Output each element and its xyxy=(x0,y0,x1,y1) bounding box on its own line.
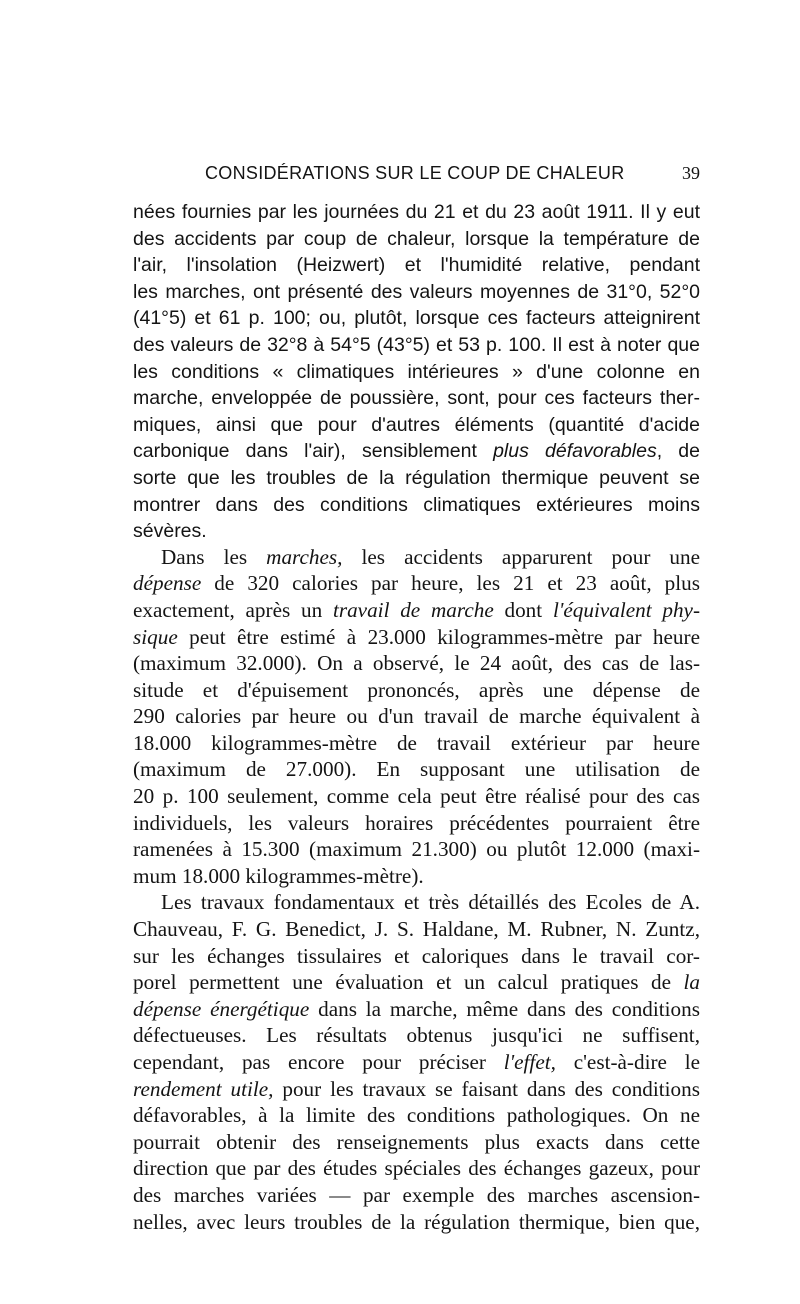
text-line: (maximum 32.000). On a observé, le 24 août, des cas de las- xyxy=(133,651,700,676)
text-line: 290 calories par heure ou d'un travail de marche équivalent à xyxy=(133,704,700,729)
text-line: ramenées à 15.300 (maximum 21.300) ou plutôt 12.000 (maxi- xyxy=(133,837,700,862)
text-line: nées fournies par les journées du 21 et du 23 août 1911. Il y eut xyxy=(133,201,700,223)
italic-span: la xyxy=(683,970,700,995)
text-line: dépense de 320 calories par heure, les 21 et 23 août, plus xyxy=(133,571,700,596)
text-line: pourrait obtenir des renseignements plus exacts dans cette xyxy=(133,1129,700,1154)
text-line: des marches variées — par exemple des marches ascension- xyxy=(133,1182,700,1207)
italic-span: l'effet, xyxy=(503,1050,556,1074)
text-line: individuels, les valeurs horaires précédentes pourraient être xyxy=(133,810,700,835)
text-line: mum 18.000 kilogrammes-mètre). xyxy=(133,863,424,888)
italic-span: rendement utile, xyxy=(133,1076,274,1101)
text-line: Les travaux fondamentaux et très détaillés des Ecoles de A. xyxy=(161,890,700,915)
text-line: défectueuses. Les résultats obtenus jusqu'ici ne suffisent, xyxy=(133,1023,700,1048)
italic-span: marches, xyxy=(266,544,343,569)
italic-span: dépense xyxy=(133,571,202,596)
body-text xyxy=(133,198,700,1235)
text-line: sique peut être estimé à 23.000 kilogrammes-mètre par heure xyxy=(133,624,700,649)
text-line: rendement utile, pour les travaux se faisant dans des conditions xyxy=(133,1076,700,1101)
text-line: 20 p. 100 seulement, comme cela peut être réalisé pour des cas xyxy=(133,784,700,809)
text-line: des valeurs de 32°8 à 54°5 (43°5) et 53 p. 100. Il est à noter que xyxy=(133,333,700,356)
text-line: (41°5) et 61 p. 100; ou, plutôt, lorsque ces facteurs atteignirent xyxy=(133,307,700,330)
running-head xyxy=(133,161,700,185)
italic-span: plus défavorables xyxy=(493,440,657,463)
page-number: 39 xyxy=(682,163,700,183)
italic-span: sique xyxy=(133,624,178,649)
text-line: les marches, ont présenté des valeurs moyennes de 31°0, 52°0 xyxy=(133,280,700,303)
text-line: situde et d'épuisement prononcés, après une dépense de xyxy=(133,677,700,702)
text-line: l'air, l'insolation (Heizwert) et l'humidité relative, pendant xyxy=(133,254,700,277)
text-line: Chauveau, F. G. Benedict, J. S. Haldane, M. Rubner, N. Zuntz, xyxy=(133,917,700,942)
text-line: montrer dans des conditions climatiques extérieures moins xyxy=(133,493,700,516)
text-line: nelles, avec leurs troubles de la régulation thermique, bien que, xyxy=(133,1209,700,1234)
text-line: Dans les marches, les accidents apparurent pour une xyxy=(161,544,700,569)
text-line: cependant, pas encore pour préciser l'effet, c'est-à-dire le xyxy=(133,1050,700,1074)
text-line: sévères. xyxy=(133,520,207,543)
text-line: direction que par des études spéciales des échanges gazeux, pour xyxy=(133,1156,700,1181)
text-line: exactement, après un travail de marche dont l'équivalent phy- xyxy=(133,597,701,622)
text-line: 18.000 kilogrammes-mètre de travail extérieur par heure xyxy=(133,730,700,755)
text-line: porel permettent une évaluation et un calcul pratiques de la xyxy=(133,970,700,995)
italic-span: travail de marche xyxy=(332,597,494,622)
text-line: (maximum de 27.000). En supposant une utilisation de xyxy=(133,757,700,782)
text-line: marche, enveloppée de poussière, sont, pour ces facteurs ther- xyxy=(133,387,700,410)
text-line: des accidents par coup de chaleur, lorsque la température de xyxy=(133,227,700,250)
text-line: les conditions « climatiques intérieures » d'une colonne en xyxy=(133,360,700,383)
running-title: CONSIDÉRATIONS SUR LE COUP DE CHALEUR xyxy=(205,163,625,183)
text-line: défavorables, à la limite des conditions pathologiques. On ne xyxy=(133,1103,700,1128)
text-line: sur les échanges tissulaires et caloriques dans le travail cor- xyxy=(133,943,700,968)
italic-span: dépense énergétique xyxy=(133,996,310,1021)
italic-span: l'équivalent phy- xyxy=(552,597,701,622)
text-line: sorte que les troubles de la régulation thermique peuvent se xyxy=(133,466,700,489)
text-line: carbonique dans l'air), sensiblement plus défavorables, de xyxy=(133,440,700,463)
text-line: dépense énergétique dans la marche, même dans des conditions xyxy=(133,996,700,1021)
text-line: miques, ainsi que pour d'autres éléments (quantité d'acide xyxy=(133,413,700,436)
